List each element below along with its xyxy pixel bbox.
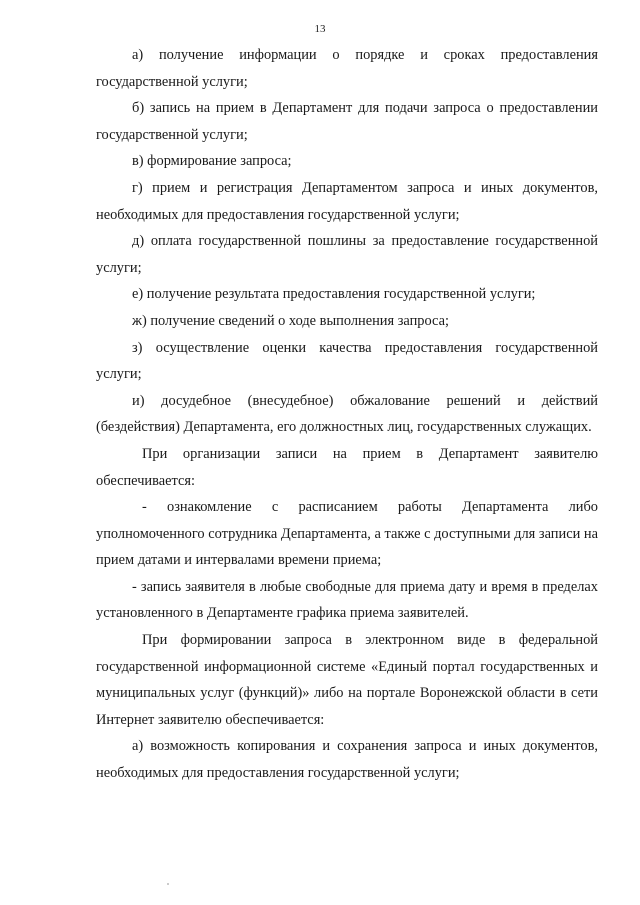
list-item-b-appointment: б) запись на прием в Департамент для подачи запроса о предоставлении государственной услуги;: [96, 100, 598, 143]
document-body: [96, 42, 598, 787]
page-number: 13: [314, 23, 326, 35]
list-item-g-registration: г) прием и регистрация Департаментом запроса и иных документов, необходимых для предоставления государственной услуги;: [96, 179, 598, 223]
list-item-i-appeal: и) досудебное (внесудебное) обжалование решений и действий (бездействия) Департамента, его должностных лиц, государственных служащих.: [96, 392, 598, 436]
dash-item-booking: - запись заявителя в любые свободные для приема дату и время в пределах установленного в Департаменте графика приема заявителей.: [96, 578, 598, 622]
list-item-a-info: а) получение информации о порядке и сроках предоставления государственной услуги;: [96, 47, 598, 90]
paragraph-electronic-request: При формировании запроса в электронном виде в федеральной государственной информационной системе «Единый портал государственных и муниципальных услуг (функций)» либо на портале Воронежской области в сети Интернет заявителю обеспечивается:: [96, 632, 598, 728]
scan-speck: [167, 883, 169, 885]
list-item-zh-status: ж) получение сведений о ходе выполнения запроса;: [132, 312, 450, 329]
list-item-z-quality-assessment: з) осуществление оценки качества предоставления государственной услуги;: [96, 339, 598, 383]
list-item-a-copy-save: а) возможность копирования и сохранения запроса и иных документов, необходимых для предоставления государственной услуги;: [96, 738, 598, 782]
dash-item-schedule: - ознакомление с расписанием работы Департамента либо уполномоченного сотрудника Департамента, а также с доступными для записи на прием датами и интервалами времени приема;: [96, 499, 598, 569]
list-item-v-request-form: в) формирование запроса;: [132, 153, 292, 170]
list-item-e-result: е) получение результата предоставления государственной услуги;: [132, 286, 536, 303]
list-item-d-fee-payment: д) оплата государственной пошлины за предоставление государственной услуги;: [96, 233, 598, 276]
paragraph-appointment-provisions: При организации записи на прием в Департамент заявителю обеспечивается:: [96, 445, 598, 489]
